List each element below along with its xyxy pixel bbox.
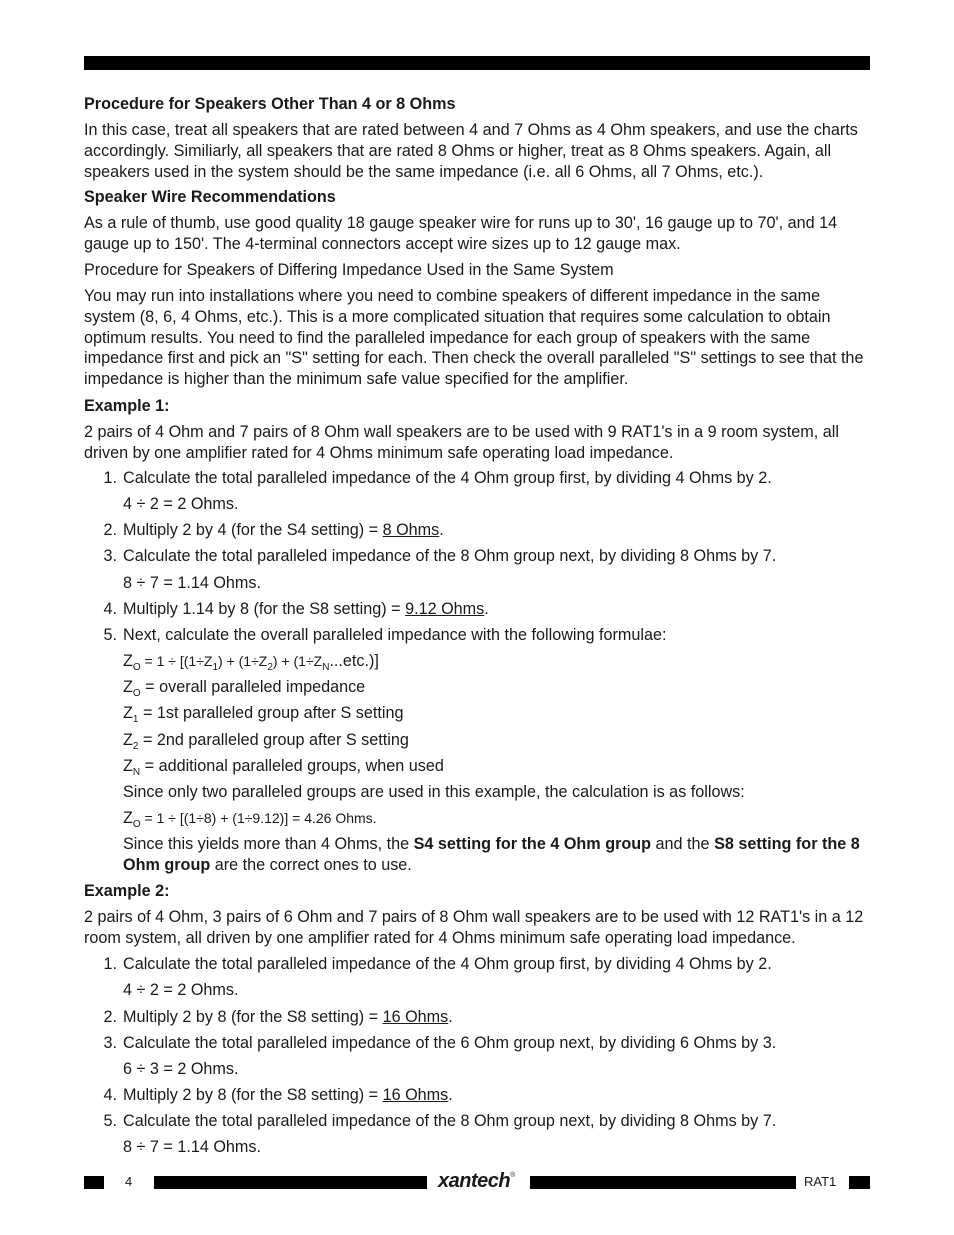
ex1-conclusion: Since this yields more than 4 Ohms, the S4 setting for the 4 Ohm group and the S8 setting for the 8 Ohm group are the correct ones to use. xyxy=(123,835,860,874)
ex1-since: Since only two paralleled groups are used in this example, the calculation is as follows: xyxy=(123,783,745,801)
paragraph-differing-impedance: You may run into installations where you need to combine speakers of different impedance in the same system (8, 6, 4 Ohms, etc.). This is a more complicated situation that requires some calculation to obtain optimum results. You need to find the paralleled impedance for each group of speakers with the same impedance first and pick an "S" setting for each. Then check the overall paralleled "S" settings to see that the impedance is higher than the minimum safe value specified for the amplifier. xyxy=(84,287,864,389)
step-number: 2. xyxy=(103,521,117,539)
result-value: 16 Ohms xyxy=(382,1008,449,1026)
page-number: 4 xyxy=(125,1174,133,1189)
ex2-step-1 xyxy=(103,954,872,975)
step-number: 5. xyxy=(103,1112,117,1130)
footer-rule-left xyxy=(154,1176,427,1189)
ex2-step-4 xyxy=(103,1085,872,1106)
step-text: Multiply 2 by 8 (for the S8 setting) = xyxy=(123,1008,383,1026)
ex1-calc-1: 4 ÷ 2 = 2 Ohms. xyxy=(123,495,239,513)
heading-differing-impedance: Procedure for Speakers of Differing Impedance Used in the Same System xyxy=(84,261,614,279)
ex2-calc-3: 6 ÷ 3 = 2 Ohms. xyxy=(123,1060,239,1078)
example-2-heading: Example 2: xyxy=(84,882,170,900)
footer-rule-right-block xyxy=(849,1176,870,1189)
footer-rule-right xyxy=(530,1176,796,1189)
step-text: Multiply 2 by 8 (for the S8 setting) = xyxy=(123,1086,383,1104)
step-number: 3. xyxy=(103,1034,117,1052)
ex2-step-2 xyxy=(103,1007,872,1028)
step-text: Next, calculate the overall paralleled impedance with the following formulae: xyxy=(123,626,667,644)
step-text: Calculate the total paralleled impedance of the 8 Ohm group next, by dividing 8 Ohms by 7. xyxy=(123,1112,777,1130)
step-text: Calculate the total paralleled impedance of the 8 Ohm group next, by dividing 8 Ohms by 7. xyxy=(123,547,777,565)
definition-zo: $Z_O$ = overall paralleled impedance xyxy=(123,678,366,699)
result-value: 16 Ohms xyxy=(382,1086,449,1104)
step-text: Calculate the total paralleled impedance of the 6 Ohm group next, by dividing 6 Ohms by 3. xyxy=(123,1034,777,1052)
ex1-step-2 xyxy=(103,520,872,541)
formula-zo: $Z_O = 1 \div [(1\div Z_1) + (1\div Z_2) + (1\div Z_N...etc.)]$ xyxy=(123,652,379,673)
xantech-logo: xantech® xyxy=(438,1170,515,1192)
step-text: Calculate the total paralleled impedance of the 4 Ohm group first, by dividing 4 Ohms by 2. xyxy=(123,955,772,973)
step-text-end: . xyxy=(484,600,489,618)
ex1-step-5 xyxy=(103,625,872,646)
result-value: 9.12 Ohms xyxy=(405,600,485,618)
step-number: 3. xyxy=(103,547,117,565)
ex2-step-5 xyxy=(103,1111,872,1132)
step-text-end: . xyxy=(439,521,444,539)
step-text-end: . xyxy=(448,1008,453,1026)
paragraph-wire-recommendations: As a rule of thumb, use good quality 18 gauge speaker wire for runs up to 30', 16 gauge up to 70', and 14 gauge up to 150'. The 4-terminal connectors accept wire sizes up to 12 gauge max. xyxy=(84,214,838,253)
ex2-calc-1: 4 ÷ 2 = 2 Ohms. xyxy=(123,981,239,999)
footer-rule-left-block xyxy=(84,1176,104,1189)
definition-z1: $Z_1 = 1st$ paralleled group after S setting xyxy=(123,704,404,725)
example-1-intro: 2 pairs of 4 Ohm and 7 pairs of 8 Ohm wall speakers are to be used with 9 RAT1's in a 9 room system, all driven by one amplifier rated for 4 Ohms minimum safe operating load impedance. xyxy=(84,423,839,462)
step-number: 4. xyxy=(103,600,117,618)
definition-zn: $Z_N$ = additional paralleled groups, when used xyxy=(123,757,444,778)
result-value: 8 Ohms xyxy=(382,521,440,539)
heading-other-impedance: Procedure for Speakers Other Than 4 or 8 Ohms xyxy=(84,95,456,113)
step-text: Calculate the total paralleled impedance of the 4 Ohm group first, by dividing 4 Ohms by 2. xyxy=(123,469,772,487)
step-text: Multiply 1.14 by 8 (for the S8 setting) = xyxy=(123,600,406,618)
step-number: 1. xyxy=(103,469,117,487)
ex1-calculation: $Z_O = 1 \div [(1\div 8) + (1\div 9.12)] = 4.26$ Ohms. xyxy=(123,809,377,830)
ex2-calc-5: 8 ÷ 7 = 1.14 Ohms. xyxy=(123,1138,262,1156)
heading-wire-recommendations: Speaker Wire Recommendations xyxy=(84,188,336,206)
step-number: 5. xyxy=(103,626,117,644)
step-number: 1. xyxy=(103,955,117,973)
definition-z2: $Z_2 = 2nd$ paralleled group after S setting xyxy=(123,731,409,752)
step-number: 2. xyxy=(103,1008,117,1026)
ex1-step-1 xyxy=(103,468,872,489)
example-2-intro: 2 pairs of 4 Ohm, 3 pairs of 6 Ohm and 7 pairs of 8 Ohm wall speakers are to be used with 12 RAT1's in a 12 room system, all driven by one amplifier rated for 4 Ohms minimum safe operating load impedance. xyxy=(84,908,864,947)
header-rule xyxy=(84,56,870,70)
example-1-heading: Example 1: xyxy=(84,397,170,415)
step-number: 4. xyxy=(103,1086,117,1104)
ex1-step-4 xyxy=(103,599,872,620)
ex1-calc-3: 8 ÷ 7 = 1.14 Ohms. xyxy=(123,574,262,592)
step-text-end: . xyxy=(448,1086,453,1104)
step-text: Multiply 2 by 4 (for the S4 setting) = xyxy=(123,521,383,539)
ex2-step-3 xyxy=(103,1033,872,1054)
ex1-step-3 xyxy=(103,546,872,567)
paragraph-other-impedance: In this case, treat all speakers that are rated between 4 and 7 Ohms as 4 Ohm speakers, and use the charts accordingly. Similiarly, all speakers that are rated 8 Ohms or higher, treat as 8 Ohms speakers. Again, all speakers used in the system should be the same impedance (i.e. all 6 Ohms, all 7 Ohms, etc.). xyxy=(84,121,858,181)
model-name: RAT1 xyxy=(804,1174,837,1189)
